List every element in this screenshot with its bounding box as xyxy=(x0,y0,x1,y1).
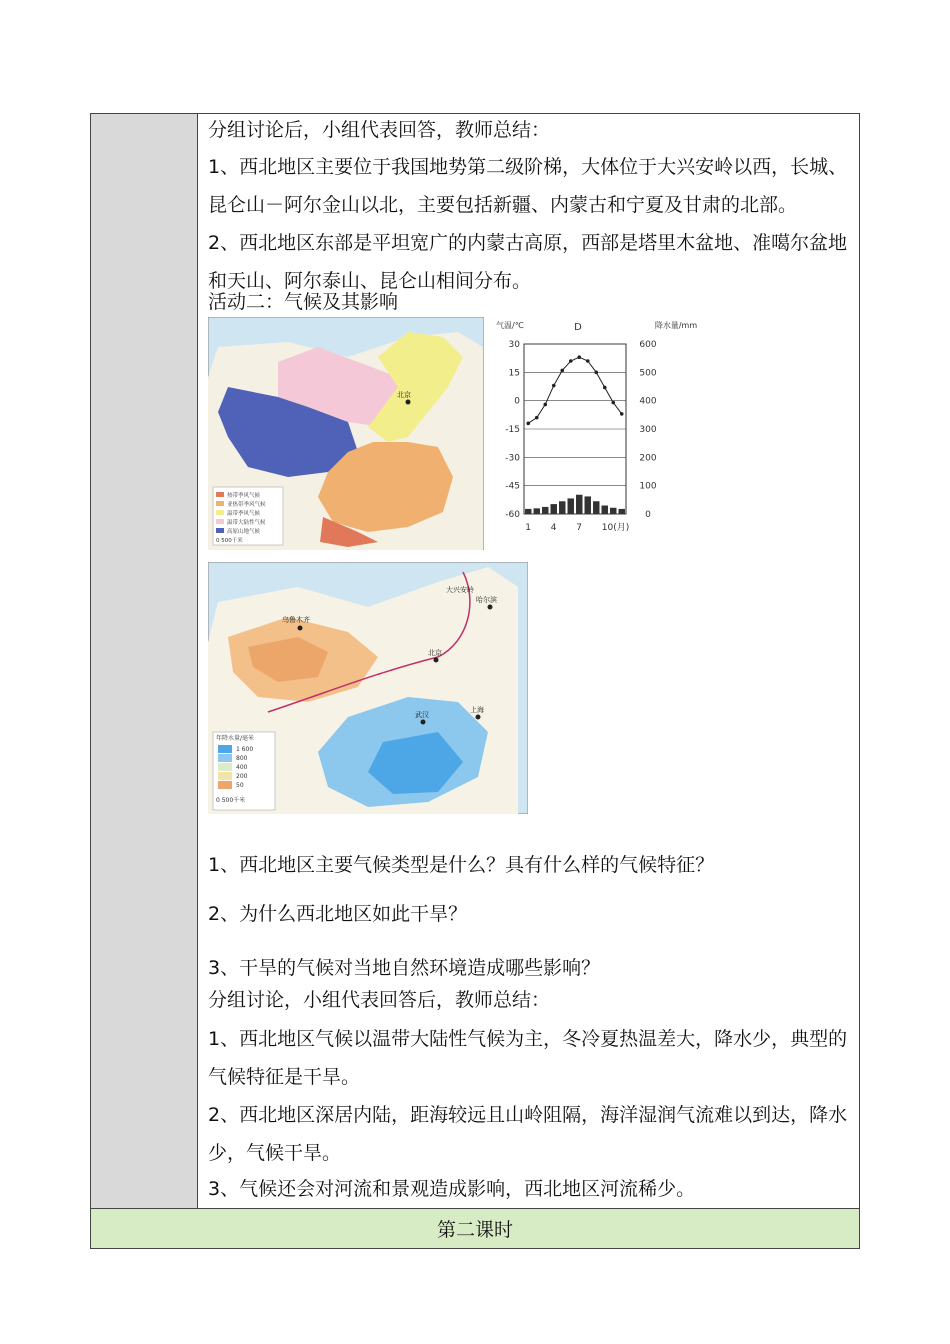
temperature-point xyxy=(577,355,581,359)
precipitation-bar xyxy=(576,495,582,514)
precipitation-tick-label: 200 xyxy=(639,453,657,464)
legend-label-temperate-monsoon: 温带季风气候 xyxy=(227,511,261,517)
precipitation-tick-label: 0 xyxy=(645,510,651,520)
temperature-point xyxy=(594,371,598,375)
legend-swatch-tropical xyxy=(216,492,224,497)
legend-swatch-50 xyxy=(218,781,232,789)
legend-value-400: 400 xyxy=(236,764,248,771)
precipitation-bar xyxy=(619,509,625,514)
scale-bar-label: 0 500千米 xyxy=(216,538,243,544)
answer-paragraph-1: 1、西北地区主要位于我国地势第二级阶梯，大体位于大兴安岭以西，长城、昆仑山－阿尔金山以北，主要包括新疆、内蒙古和宁夏及甘肃的北部。 xyxy=(208,156,848,216)
precipitation-map xyxy=(208,562,528,814)
precipitation-bar xyxy=(551,504,557,514)
precipitation-tick-label: 400 xyxy=(639,396,657,407)
legend-value-800: 800 xyxy=(236,755,248,762)
precipitation-tick-label: 300 xyxy=(639,425,657,435)
month-tick-label: 7 xyxy=(576,523,582,533)
map-label-urumqi: 乌鲁木齐 xyxy=(282,616,310,624)
legend-value-50: 50 xyxy=(236,782,244,789)
legend-label-subtropical: 亚热带季风气候 xyxy=(227,502,266,508)
discussion-intro: 分组讨论后，小组代表回答，教师总结： xyxy=(208,119,551,141)
legend-value-1600: 1 600 xyxy=(236,746,254,753)
temperature-line xyxy=(528,357,622,423)
legend-swatch-800 xyxy=(218,754,232,762)
precipitation-bar xyxy=(559,501,565,514)
temperature-tick-label: -15 xyxy=(505,425,520,435)
lesson-table xyxy=(90,113,860,1249)
temperature-point xyxy=(611,401,615,405)
precipitation-tick-label: 100 xyxy=(639,481,657,492)
summary-paragraph-1: 1、西北地区气候以温带大陆性气候为主，冬冷夏热温差大，降水少，典型的气候特征是干旱。 xyxy=(208,1028,848,1088)
precipitation-bar xyxy=(610,508,616,514)
month-tick-label: 10(月) xyxy=(601,523,630,533)
legend-swatch-200 xyxy=(218,772,232,780)
legend-swatch-plateau xyxy=(216,528,224,533)
wuhan-dot xyxy=(421,720,426,725)
map-label-wuhan: 武汉 xyxy=(415,711,429,719)
scale-bar-label: 0 500千米 xyxy=(216,797,246,804)
precipitation-tick-label: 600 xyxy=(639,340,657,350)
legend-swatch-1600 xyxy=(218,745,232,753)
legend-label-temperate-continental: 温带大陆性气候 xyxy=(227,520,266,526)
map-label-shanghai: 上海 xyxy=(470,706,484,714)
precipitation-bar xyxy=(568,498,574,514)
precipitation-bar xyxy=(585,496,591,514)
temperature-axis-title: 气温/℃ xyxy=(496,321,524,330)
legend-swatch-subtropical xyxy=(216,501,224,506)
legend-swatch-temperate-continental xyxy=(216,519,224,524)
temperature-point xyxy=(586,359,590,363)
temperature-tick-label: -30 xyxy=(505,453,520,464)
legend-swatch-temperate-monsoon xyxy=(216,510,224,515)
temperature-point xyxy=(552,384,556,388)
climograph-d xyxy=(486,314,706,544)
map-label-daxinganling: 大兴安岭 xyxy=(446,586,474,594)
climate-type-map xyxy=(208,317,484,550)
question-2: 2、为什么西北地区如此干旱？ xyxy=(208,903,468,925)
harbin-dot xyxy=(488,605,493,610)
beijing-dot xyxy=(434,658,439,663)
question-1: 1、西北地区主要气候类型是什么？具有什么样的气候特征？ xyxy=(208,854,715,876)
discussion-summary-intro: 分组讨论，小组代表回答后，教师总结： xyxy=(208,989,551,1011)
temperature-point xyxy=(560,369,564,373)
map-label-beijing: 北京 xyxy=(428,649,442,657)
legend-swatch-400 xyxy=(218,763,232,771)
temperature-tick-label: -60 xyxy=(505,510,520,520)
summary-paragraph-2: 2、西北地区深居内陆，距海较远且山岭阻隔，海洋湿润气流难以到达，降水少，气候干旱。 xyxy=(208,1104,848,1164)
legend-label-tropical: 热带季风气候 xyxy=(227,493,261,499)
legend-label-plateau: 高原山地气候 xyxy=(227,529,261,535)
precipitation-bar xyxy=(593,501,599,514)
temperature-tick-label: 0 xyxy=(514,396,520,407)
precipitation-bar xyxy=(534,508,540,514)
temperature-tick-label: 15 xyxy=(508,368,520,379)
temperature-point xyxy=(569,359,573,363)
month-tick-label: 1 xyxy=(525,523,531,533)
shanghai-dot xyxy=(476,715,481,720)
urumqi-dot xyxy=(298,626,303,631)
precipitation-bar xyxy=(525,509,531,514)
second-lesson-label: 第二课时 xyxy=(436,1219,513,1241)
temperature-tick-label: -45 xyxy=(505,481,520,492)
city-label-beijing: 北京 xyxy=(397,391,411,399)
precipitation-bar xyxy=(542,507,548,514)
legend-value-200: 200 xyxy=(236,773,248,780)
label-column xyxy=(91,114,198,1210)
precipitation-bar xyxy=(602,506,608,515)
temperature-tick-label: 30 xyxy=(508,340,520,350)
temperature-point xyxy=(526,422,530,426)
second-lesson-row xyxy=(91,1208,859,1248)
precipitation-axis-title: 降水量/mm xyxy=(654,321,698,330)
temperature-point xyxy=(535,416,539,420)
activity-two-heading: 活动二：气候及其影响 xyxy=(208,291,399,313)
content-column xyxy=(198,114,859,1210)
map-label-harbin: 哈尔滨 xyxy=(476,596,497,604)
question-3: 3、干旱的气候对当地自然环境造成哪些影响？ xyxy=(208,957,601,979)
temperature-point xyxy=(620,412,624,416)
climograph-plot xyxy=(505,340,657,533)
answer-paragraph-2: 2、西北地区东部是平坦宽广的内蒙古高原，西部是塔里木盆地、准噶尔盆地和天山、阿尔泰山、昆仑山相间分布。 xyxy=(208,232,848,292)
temperature-point xyxy=(543,403,547,407)
chart-title: D xyxy=(574,322,582,333)
precipitation-tick-label: 500 xyxy=(639,368,657,379)
beijing-dot xyxy=(406,400,411,405)
legend-title: 年降水量/毫米 xyxy=(216,735,255,742)
summary-paragraph-3: 3、气候还会对河流和景观造成影响，西北地区河流稀少。 xyxy=(208,1178,696,1200)
temperature-point xyxy=(603,386,607,390)
month-tick-label: 4 xyxy=(550,523,557,533)
